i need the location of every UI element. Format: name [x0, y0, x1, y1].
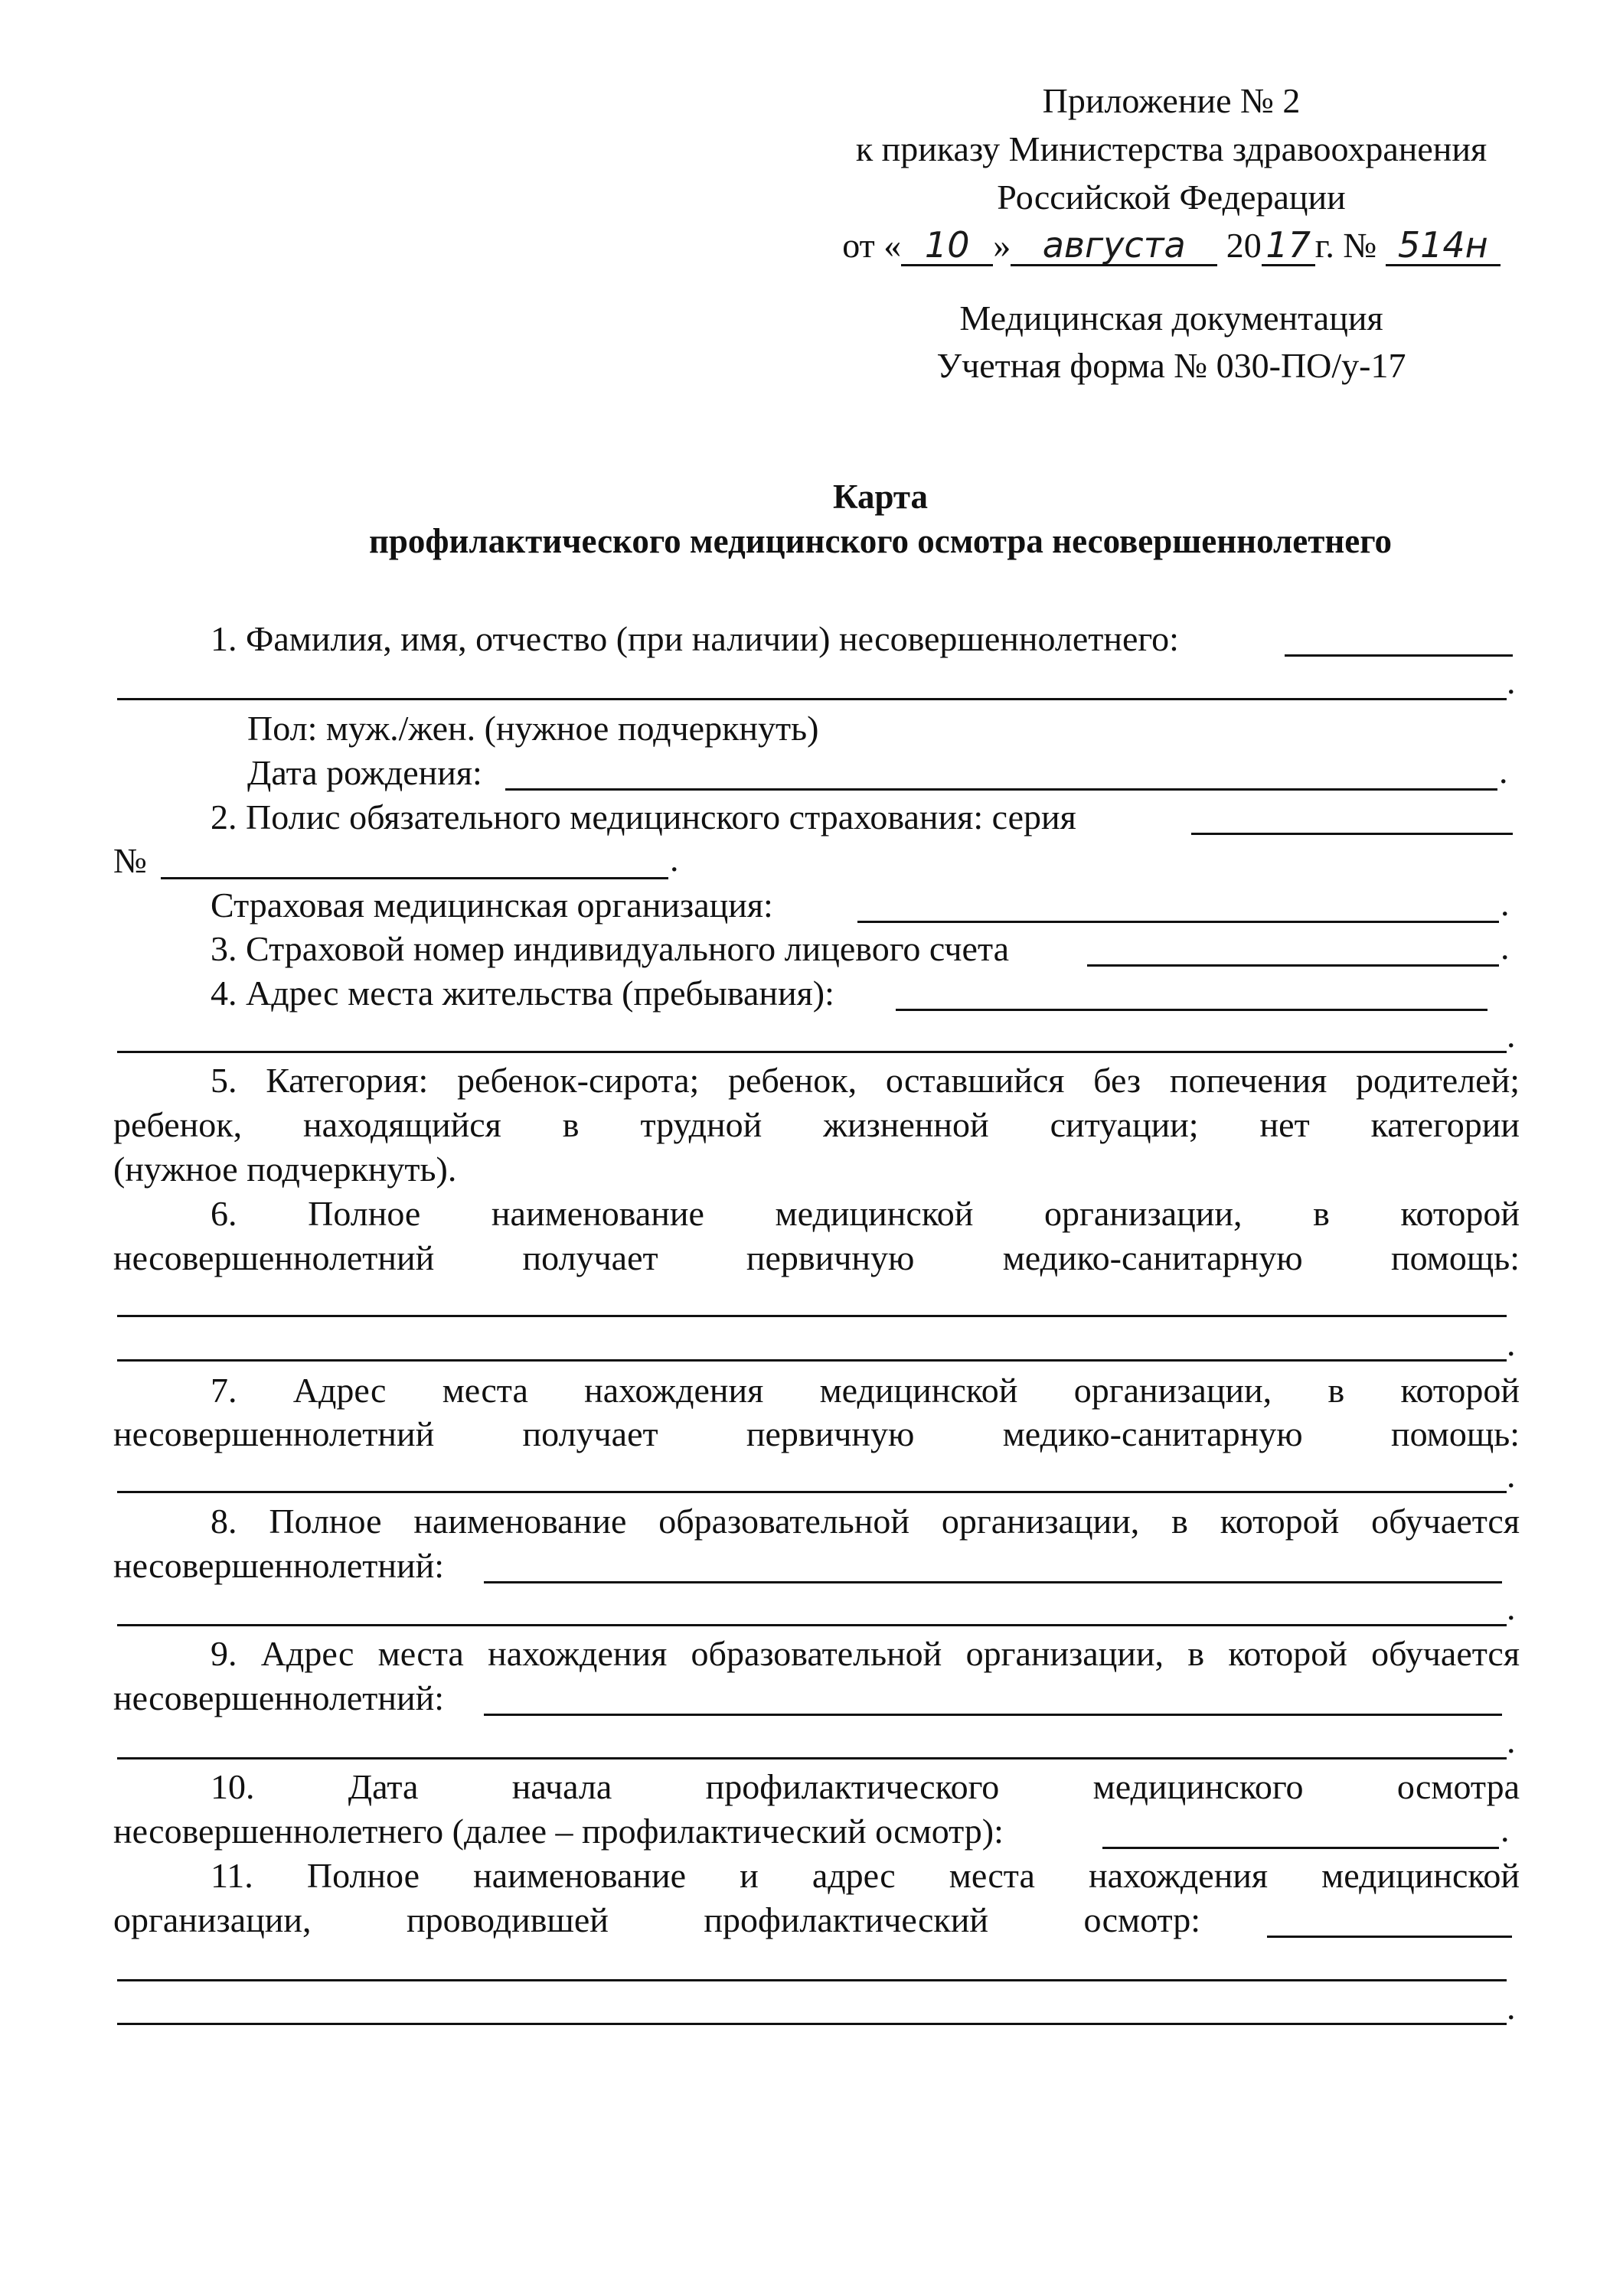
period: .: [1507, 1588, 1516, 1627]
school-address-input[interactable]: [484, 1714, 1502, 1716]
snils-input[interactable]: [1087, 964, 1499, 967]
annex-federation: Российской Федерации: [997, 178, 1346, 217]
period: .: [1507, 1721, 1516, 1760]
period: .: [1507, 1324, 1516, 1363]
field-10-line1: 10. Дата начала профилактического медицинского осмотра: [211, 1767, 1520, 1806]
annex-order-ref: к приказу Министерства здравоохранения: [855, 129, 1487, 168]
exam-start-date-input[interactable]: [1102, 1847, 1499, 1849]
field-7-line2: несовершеннолетний получает первичную медико-санитарную помощь:: [113, 1414, 1520, 1453]
field-2-label: 2. Полис обязательного медицинского страхования: серия: [211, 797, 1076, 837]
birth-date-input[interactable]: [505, 788, 1497, 791]
title-line1: Карта: [832, 478, 929, 516]
birth-date-label: Дата рождения:: [247, 753, 482, 792]
period: .: [1507, 1988, 1516, 2027]
period: .: [1501, 884, 1510, 923]
pmsp-org-input-line2[interactable]: [117, 1359, 1507, 1362]
period: .: [1499, 752, 1508, 791]
period: .: [1507, 662, 1516, 701]
annex-date-line: [804, 221, 1539, 269]
period: .: [1507, 1456, 1516, 1495]
form-header-line1: Медицинская документация: [959, 298, 1383, 338]
period: .: [670, 840, 679, 879]
pmsp-org-input-line1[interactable]: [117, 1315, 1507, 1317]
date-quote-close: »: [993, 226, 1011, 265]
form-code: Учетная форма № 030-ПО/у-17: [936, 346, 1406, 385]
period: .: [1507, 1016, 1516, 1055]
sex-label: Пол: муж./жен. (нужное подчеркнуть): [247, 709, 819, 748]
field-11-line2: организации, проводившей профилактический осмотр:: [113, 1900, 1200, 1939]
date-year-suffix: 17: [1262, 226, 1315, 266]
exam-org-input-line3[interactable]: [117, 2023, 1507, 2025]
annex-header: [804, 77, 1539, 269]
field-7-line1: 7. Адрес места нахождения медицинской организации, в которой: [211, 1371, 1520, 1410]
field-3-label: 3. Страховой номер индивидуального лицевого счета: [211, 929, 1010, 968]
address-input[interactable]: [896, 1009, 1487, 1011]
date-month: августа: [1011, 226, 1217, 266]
field-5-line3: (нужное подчеркнуть).: [113, 1150, 457, 1189]
exam-org-input[interactable]: [1267, 1936, 1512, 1938]
period: .: [1501, 928, 1510, 967]
date-prefix: от «: [842, 226, 902, 265]
field-1-label: 1. Фамилия, имя, отчество (при наличии) несовершеннолетнего:: [211, 619, 1179, 658]
field-9-line2: несовершеннолетний:: [113, 1678, 445, 1717]
field-9-line1: 9. Адрес места нахождения образовательной организации, в которой обучается: [211, 1634, 1520, 1673]
field-8-line1: 8. Полное наименование образовательной организации, в которой обучается: [211, 1502, 1520, 1541]
field-5-line2: ребенок, находящийся в трудной жизненной ситуации; нет категории: [113, 1105, 1520, 1144]
form-header: [842, 295, 1501, 390]
field-1-input[interactable]: [1285, 654, 1513, 657]
school-address-input-line2[interactable]: [117, 1757, 1507, 1760]
field-10-line2: несовершеннолетнего (далее – профилактический осмотр):: [113, 1812, 1004, 1851]
field-6-line2: несовершеннолетний получает первичную медико-санитарную помощь:: [113, 1238, 1520, 1277]
field-5-line1: 5. Категория: ребенок-сирота; ребенок, оставшийся без попечения родителей;: [211, 1061, 1520, 1100]
field-1-input-line2[interactable]: [117, 698, 1507, 700]
policy-number-label: №: [113, 841, 147, 880]
date-g-no: г. №: [1314, 226, 1377, 265]
exam-org-input-line2[interactable]: [117, 1979, 1507, 1981]
document-title: [122, 475, 1623, 563]
school-name-input-line2[interactable]: [117, 1624, 1507, 1626]
period: .: [1501, 1810, 1510, 1849]
pmsp-address-input[interactable]: [117, 1491, 1507, 1493]
field-11-line1: 11. Полное наименование и адрес места нахождения медицинской: [211, 1856, 1520, 1895]
annex-title: Приложение № 2: [1042, 81, 1301, 120]
insurer-label: Страховая медицинская организация:: [211, 885, 773, 925]
title-line2: профилактического медицинского осмотра несовершеннолетнего: [368, 522, 1393, 560]
date-year-prefix: 20: [1226, 226, 1262, 265]
field-6-line1: 6. Полное наименование медицинской организации, в которой: [211, 1194, 1520, 1233]
school-name-input[interactable]: [484, 1581, 1502, 1583]
date-day: 10: [901, 226, 993, 266]
field-4-label: 4. Адрес места жительства (пребывания):: [211, 974, 834, 1013]
policy-number-input[interactable]: [161, 877, 668, 879]
order-number: 514н: [1386, 226, 1501, 266]
policy-series-input[interactable]: [1191, 833, 1513, 835]
insurer-input[interactable]: [857, 921, 1499, 923]
address-input-line2[interactable]: [117, 1051, 1507, 1053]
field-8-line2: несовершеннолетний:: [113, 1546, 445, 1585]
